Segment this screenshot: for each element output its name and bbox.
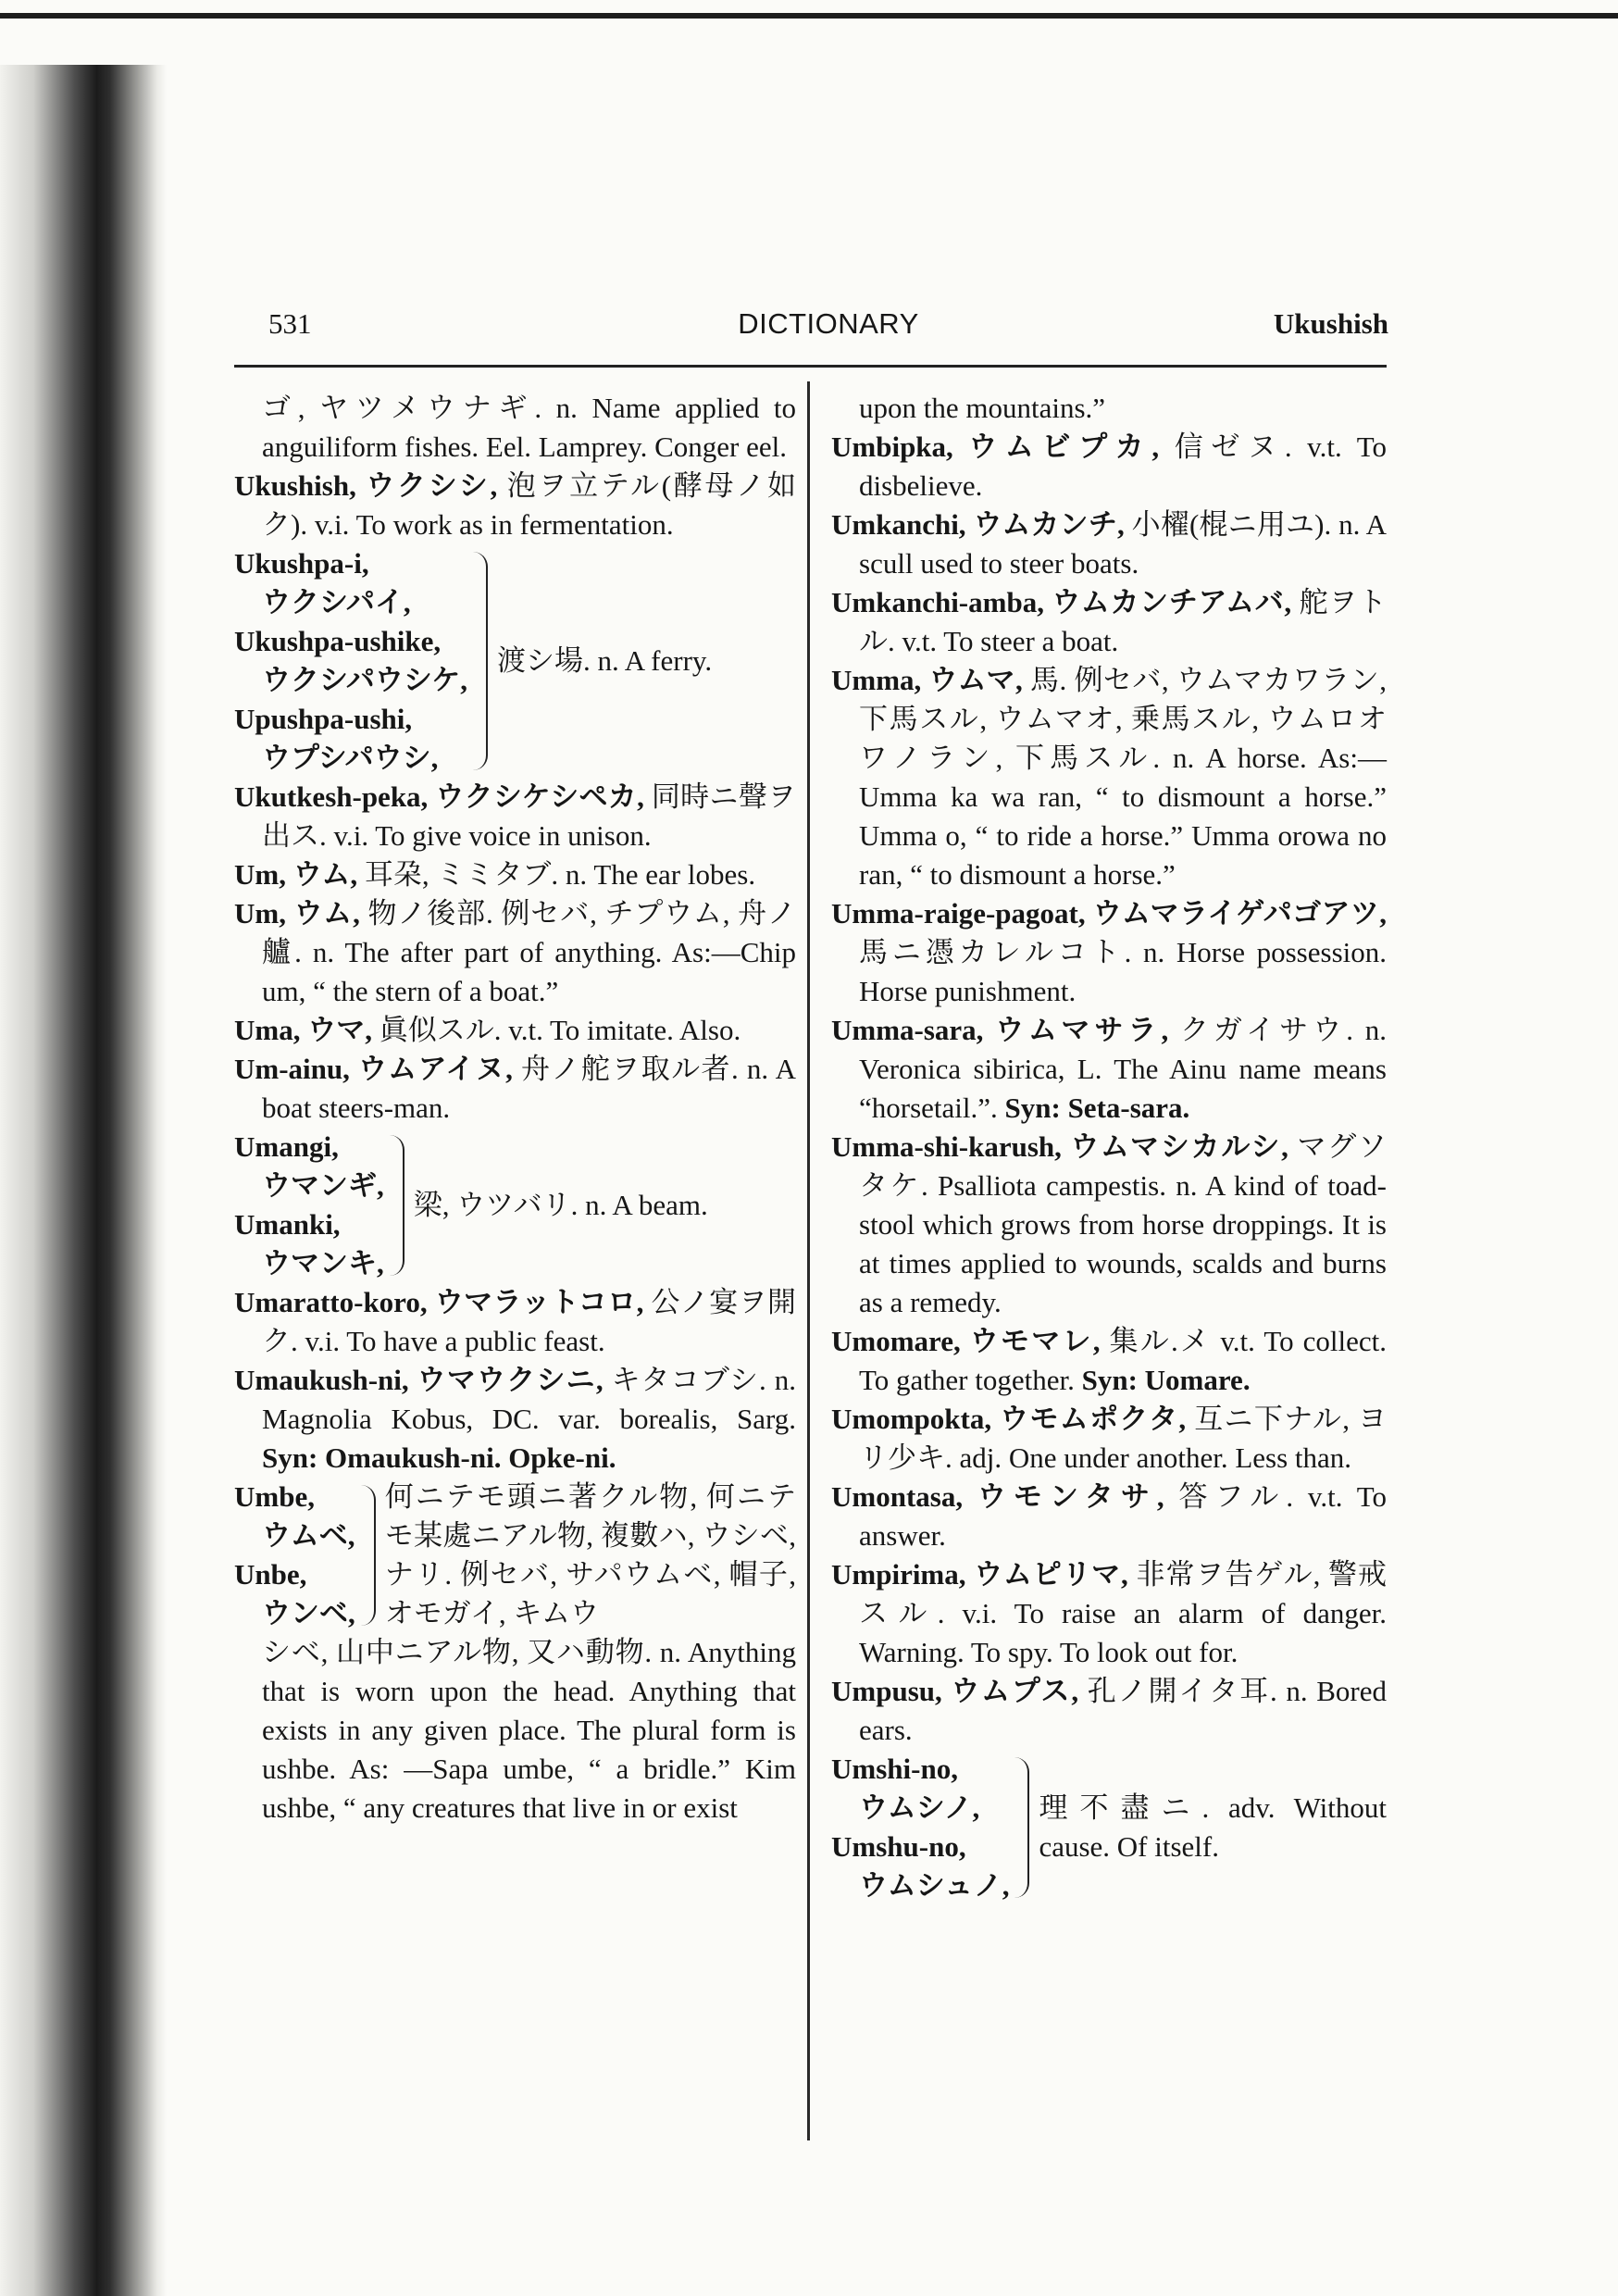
headword: Umma-sara, ウムマサラ,: [831, 1014, 1169, 1046]
page-number: 531: [268, 307, 312, 340]
definition: 眞似スル. v.t. To imitate. Also.: [379, 1014, 741, 1046]
dictionary-entry: [234, 1011, 796, 1050]
headword-kana: ウムシノ,: [859, 1791, 980, 1824]
dictionary-entry: [234, 1283, 796, 1361]
entry-group-ferry: [234, 544, 796, 778]
definition: 集ル.メ v.t. To collect. To gather together.: [859, 1325, 1388, 1396]
headword: Umangi,: [234, 1130, 339, 1163]
header-rule: [234, 365, 1387, 368]
group-headwords: [234, 1478, 355, 1633]
definition: 馬. 例セバ, ウムマカワラン, 下馬スル, ウムマオ, 乗馬スル, ウムロオワノラン, 下馬スル. n. A horse. As:—Umma ka wa ran, “ to dismount a horse.” Umma o, “ to ride a horse.” Umma orowa no ran, “ to dismount a horse.”: [859, 664, 1388, 891]
brace: [390, 1135, 404, 1276]
group-headwords: [831, 1750, 1009, 1905]
headword: Umkanchi, ウムカンチ,: [831, 508, 1125, 541]
definition: マグソタケ. Psalliota campestis. n. A kind of toad-stool which grows from horse droppings. It is at times applied to wounds, scalds and burns as a remedy.: [859, 1130, 1388, 1318]
running-title: DICTIONARY: [738, 307, 919, 340]
dictionary-entry: [831, 1672, 1387, 1750]
headword-kana: ウムベ,: [262, 1519, 355, 1552]
headword: Uma, ウマ,: [234, 1014, 372, 1046]
brace: [361, 1485, 376, 1626]
headword: Umomare, ウモマレ,: [831, 1325, 1101, 1357]
headword: Umshu-no,: [831, 1830, 966, 1863]
dictionary-entry: [234, 778, 796, 855]
definition: 馬ニ憑カレルコト. n. Horse possession. Horse punishment.: [859, 936, 1387, 1007]
headword: Um, ウム,: [234, 897, 360, 930]
headword: Ukushpa-ushike,: [234, 625, 442, 657]
headword-kana: ウンベ,: [262, 1597, 355, 1629]
definition: クガイサウ. n. Veronica sibirica, L. The Ainu name means “horsetail.”.: [859, 1014, 1388, 1124]
brace: [473, 552, 488, 770]
definition: 孔ノ開イタ耳. n. Bored ears.: [859, 1675, 1388, 1746]
headword: Umshi-no,: [831, 1753, 958, 1785]
brace: [1014, 1757, 1029, 1898]
headword: Ukutkesh-peka, ウクシケシペカ,: [234, 780, 644, 813]
headword: Umma-shi-karush, ウムマシカルシ,: [831, 1130, 1288, 1163]
definition: 梁, ウツバリ. n. A beam.: [413, 1189, 708, 1221]
headword-kana: ウクシパウシケ,: [262, 664, 467, 696]
headword: Umompokta, ウモムポクタ,: [831, 1403, 1187, 1435]
headword-kana: ウプシパウシ,: [262, 742, 439, 774]
definition: 理不盡ニ. adv. Without cause. Of itself.: [1039, 1791, 1387, 1863]
headword-kana: ウマンギ,: [262, 1169, 384, 1202]
definition: 泡ヲ立テル(酵母ノ如ク). v.i. To work as in fermentation.: [262, 469, 796, 541]
headword: Ukushish, ウクシシ,: [234, 469, 498, 502]
right-column: [831, 389, 1387, 1905]
definition: 信ゼヌ. v.t. To disbelieve.: [859, 430, 1387, 502]
synonyms: Syn: Seta-sara.: [1004, 1092, 1190, 1124]
headword-kana: ウムシュノ,: [859, 1869, 1010, 1902]
column-divider: [807, 381, 810, 2140]
definition: 答フル. v.t. To answer.: [859, 1480, 1387, 1552]
dictionary-entry: [831, 894, 1387, 1011]
guide-word: Ukushish: [1273, 307, 1388, 340]
headword: Umpirima, ウムピリマ,: [831, 1558, 1128, 1591]
group-headwords: [234, 544, 467, 778]
dictionary-entry: [831, 1011, 1387, 1128]
dictionary-entry: [831, 428, 1387, 505]
headword: Um, ウム,: [234, 858, 358, 891]
definition: 公ノ宴ヲ開ク. v.i. To have a public feast.: [262, 1286, 796, 1357]
dictionary-entry: [831, 505, 1387, 583]
dictionary-entry: [831, 583, 1387, 661]
headword: Upushpa-ushi,: [234, 703, 413, 735]
headword: Um-ainu, ウムアイヌ,: [234, 1053, 513, 1085]
dictionary-entry: [831, 1128, 1387, 1322]
synonyms: Syn: Uomare.: [1081, 1364, 1251, 1396]
top-edge-rule: [0, 13, 1618, 19]
headword: Ukushpa-i,: [234, 547, 369, 580]
definition: 舵ヲトル. v.t. To steer a boat.: [859, 586, 1388, 657]
definition: 渡シ場. n. A ferry.: [496, 644, 713, 677]
entry-continuation: ゴ, ヤツメウナギ. n. Name applied to anguiliform fishes. Eel. Lamprey. Conger eel.: [262, 392, 796, 463]
definition: 同時ニ聲ヲ出ス. v.i. To give voice in unison.: [262, 780, 797, 852]
definition: キタコブシ. n. Magnolia Kobus, DC. var. borealis, Sarg.: [262, 1364, 797, 1435]
dictionary-entry: [831, 1400, 1387, 1478]
headword: Umanki,: [234, 1208, 341, 1241]
dictionary-entry: [234, 467, 796, 544]
dictionary-entry: [234, 894, 796, 1011]
dictionary-entry: [831, 1478, 1387, 1555]
entry-group-umbe: [234, 1478, 796, 1633]
headword: Umma-raige-pagoat, ウムマライゲパゴアツ,: [831, 897, 1387, 930]
headword: Umontasa, ウモンタサ,: [831, 1480, 1164, 1513]
headword: Umbipka, ウムビプカ,: [831, 430, 1160, 463]
dictionary-entry: [831, 1555, 1387, 1672]
definition: 耳朶, ミミタブ. n. The ear lobes.: [364, 858, 756, 891]
headword-kana: ウクシパイ,: [262, 586, 411, 618]
entry-continuation: upon the mountains.”: [859, 392, 1106, 424]
book-gutter-shadow: [0, 65, 167, 2296]
definition-continuation: シベ, 山中ニアル物, 又ハ動物. n. Anything that is worn upon the head. Anything that exists in any given place. The plural form is ushbe. As: —Sapa umbe, “ a bridle.” Kim ushbe, “ any creatures that live in or exist: [262, 1636, 796, 1824]
headword: Umpusu, ウムプス,: [831, 1675, 1079, 1707]
entry-group-beam: [234, 1128, 796, 1283]
definition: 小櫂(棍ニ用ユ). n. A scull used to steer boats.: [859, 508, 1387, 580]
group-headwords: [234, 1128, 384, 1283]
headword: Umbe,: [234, 1480, 315, 1513]
definition: 何ニテモ頭ニ著クル物, 何ニテモ某處ニアル物, 複數ハ, ウシベ, ナリ. 例セバ, サパウムベ, 帽子, オモガイ, キムウ: [384, 1480, 796, 1629]
page-header: [268, 307, 1388, 356]
dictionary-entry: [234, 1361, 796, 1478]
dictionary-entry: [831, 661, 1387, 894]
dictionary-entry: [234, 855, 796, 894]
entry-group-umshi-no: [831, 1750, 1387, 1905]
definition: 舟ノ舵ヲ取ル者. n. A boat steers-man.: [262, 1053, 797, 1124]
headword: Umkanchi-amba, ウムカンチアムバ,: [831, 586, 1292, 618]
definition: 非常ヲ告ゲル, 警戒スル. v.i. To raise an alarm of danger. Warning. To spy. To look out for.: [859, 1558, 1387, 1668]
left-column: [234, 389, 796, 1828]
headword: Umaukush-ni, ウマウクシニ,: [234, 1364, 604, 1396]
definition: 互ニ下ナル, ヨリ少キ. adj. One under another. Less than.: [859, 1403, 1388, 1474]
headword: Unbe,: [234, 1558, 307, 1591]
dictionary-entry: [234, 1050, 796, 1128]
dictionary-entry: [831, 1322, 1387, 1400]
definition: 物ノ後部. 例セバ, チプウム, 舟ノ艫. n. The after part of anything. As:—Chip um, “ the stern of a boat.”: [262, 897, 796, 1007]
headword-kana: ウマンキ,: [262, 1247, 384, 1279]
synonyms: Syn: Omaukush-ni. Opke-ni.: [262, 1441, 616, 1474]
headword: Umma, ウムマ,: [831, 664, 1023, 696]
headword: Umaratto-koro, ウマラットコロ,: [234, 1286, 644, 1318]
